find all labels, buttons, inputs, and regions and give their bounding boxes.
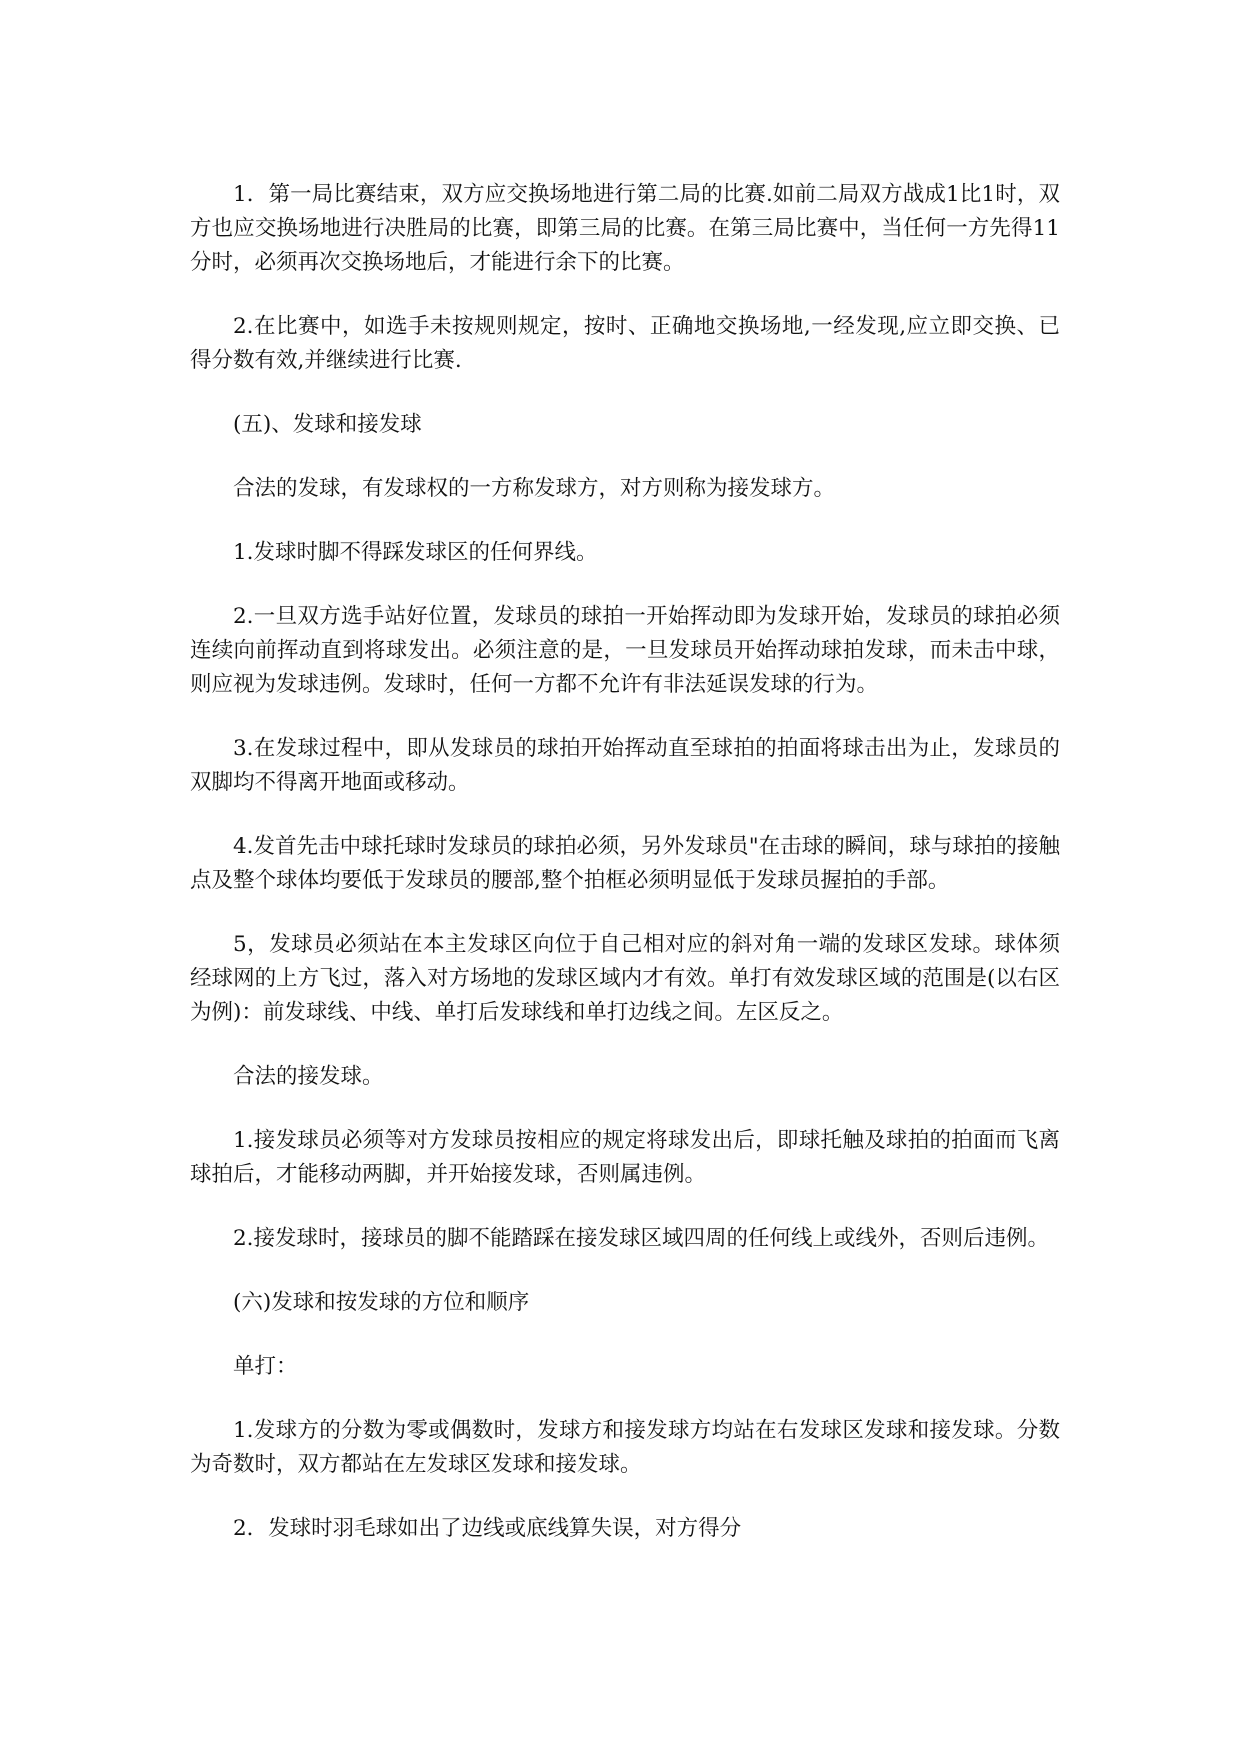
paragraph-legal-serve: 合法的发球，有发球权的一方称发球方，对方则称为接发球方。 (233, 476, 836, 501)
paragraph-singles-rule-2: 2．发球时羽毛球如出了边线或底线算失误，对方得分 (233, 1516, 742, 1541)
subheading-singles: 单打： (233, 1354, 298, 1379)
paragraph-serve-rule-1: 1.发球时脚不得踩发球区的任何界线。 (233, 540, 598, 565)
section-heading-serve-order: (六)发球和按发球的方位和顺序 (233, 1290, 530, 1315)
paragraph-receive-rule-2: 2.接发球时，接球员的脚不能踏踩在接发球区域四周的任何线上或线外，否则后违例。 (233, 1226, 1050, 1251)
paragraph-court-change-rule-2: 2.在比赛中，如选手未按规则规定，按时、正确地交换场地,一经发现,应立即交换、已得分数有效,并继续进行比赛. (190, 314, 1060, 373)
paragraph-serve-rule-4: 4.发首先击中球托球时发球员的球拍必须，另外发球员"在击球的瞬间，球与球拍的接触点及整个球体均要低于发球员的腰部,整个拍框必须明显低于发球员握拍的手部。 (190, 834, 1060, 893)
section-heading-serve: (五)、发球和接发球 (233, 412, 422, 437)
document-body (190, 178, 1060, 1576)
paragraph-court-change-rule-1: 1．第一局比赛结束，双方应交换场地进行第二局的比赛.如前二局双方战成1比1时，双方也应交换场地进行决胜局的比赛，即第三局的比赛。在第三局比赛中，当任何一方先得11分时，必须再次交换场地后，才能进行余下的比赛。 (190, 182, 1060, 275)
paragraph-serve-rule-3: 3.在发球过程中，即从发球员的球拍开始挥动直至球拍的拍面将球击出为止，发球员的双脚均不得离开地面或移动。 (190, 736, 1060, 795)
paragraph-serve-rule-2: 2.一旦双方选手站好位置，发球员的球拍一开始挥动即为发球开始，发球员的球拍必须连续向前挥动直到将球发出。必须注意的是，一旦发球员开始挥动球拍发球，而未击中球，则应视为发球违例。发球时，任何一方都不允许有非法延误发球的行为。 (190, 604, 1060, 697)
paragraph-legal-receive: 合法的接发球。 (233, 1064, 384, 1089)
paragraph-serve-rule-5: 5，发球员必须站在本主发球区向位于自己相对应的斜对角一端的发球区发球。球体须经球网的上方飞过，落入对方场地的发球区域内才有效。单打有效发球区域的范围是(以右区为例)：前发球线、中线、单打后发球线和单打边线之间。左区反之。 (190, 932, 1060, 1025)
paragraph-singles-rule-1: 1.发球方的分数为零或偶数时，发球方和接发球方均站在右发球区发球和接发球。分数为奇数时，双方都站在左发球区发球和接发球。 (190, 1418, 1060, 1477)
paragraph-receive-rule-1: 1.接发球员必须等对方发球员按相应的规定将球发出后，即球托触及球拍的拍面而飞离球拍后，才能移动两脚，并开始接发球，否则属违例。 (190, 1128, 1060, 1187)
